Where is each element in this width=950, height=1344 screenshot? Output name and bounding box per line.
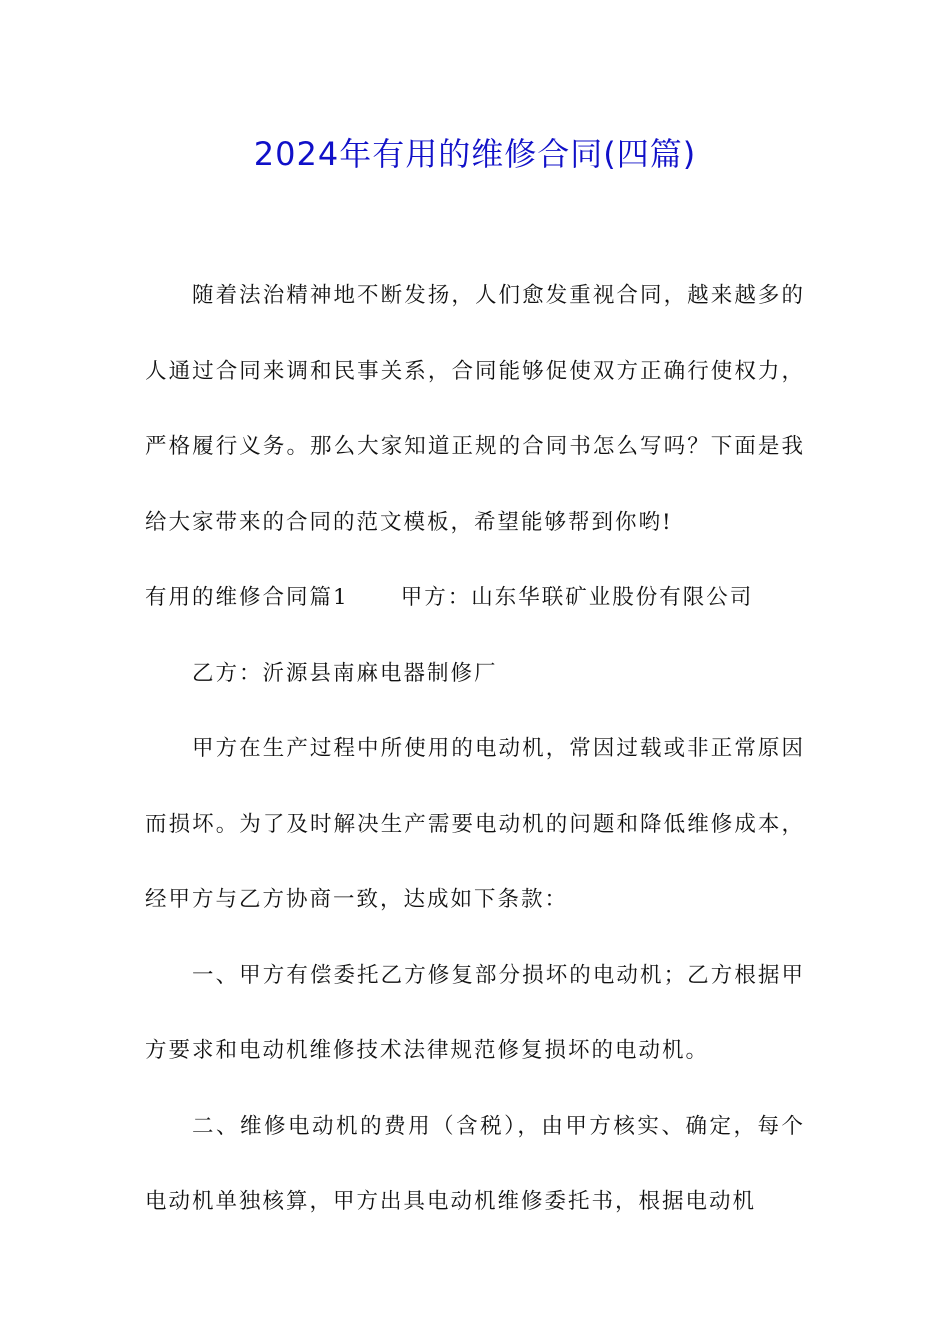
paragraph-background: 甲方在生产过程中所使用的电动机，常因过载或非正常原因而损坏。为了及时解决生产需要电动机的问题和降低维修成本，经甲方与乙方协商一致，达成如下条款：: [145, 736, 805, 912]
section-heading-line: [145, 560, 805, 636]
document-body: [145, 258, 805, 1240]
section-heading: 有用的维修合同篇1: [145, 585, 349, 610]
intro-paragraph: 随着法治精神地不断发扬，人们愈发重视合同，越来越多的人通过合同来调和民事关系，合同能够促使双方正确行使权力，严格履行义务。那么大家知道正规的合同书怎么写吗？下面是我给大家带来的合同的范文模板，希望能够帮到你哟!: [145, 283, 805, 535]
clause-two: 二、维修电动机的费用（含税），由甲方核实、确定，每个电动机单独核算，甲方出具电动机维修委托书，根据电动机: [145, 1113, 805, 1214]
party-b: 乙方：沂源县南麻电器制修厂: [192, 660, 498, 686]
clause-one: 一、甲方有偿委托乙方修复部分损坏的电动机；乙方根据甲方要求和电动机维修技术法律规范修复损坏的电动机。: [145, 962, 805, 1063]
party-a: 甲方：山东华联矿业股份有限公司: [400, 585, 754, 610]
document-title: 2024年有用的维修合同(四篇): [253, 135, 697, 173]
